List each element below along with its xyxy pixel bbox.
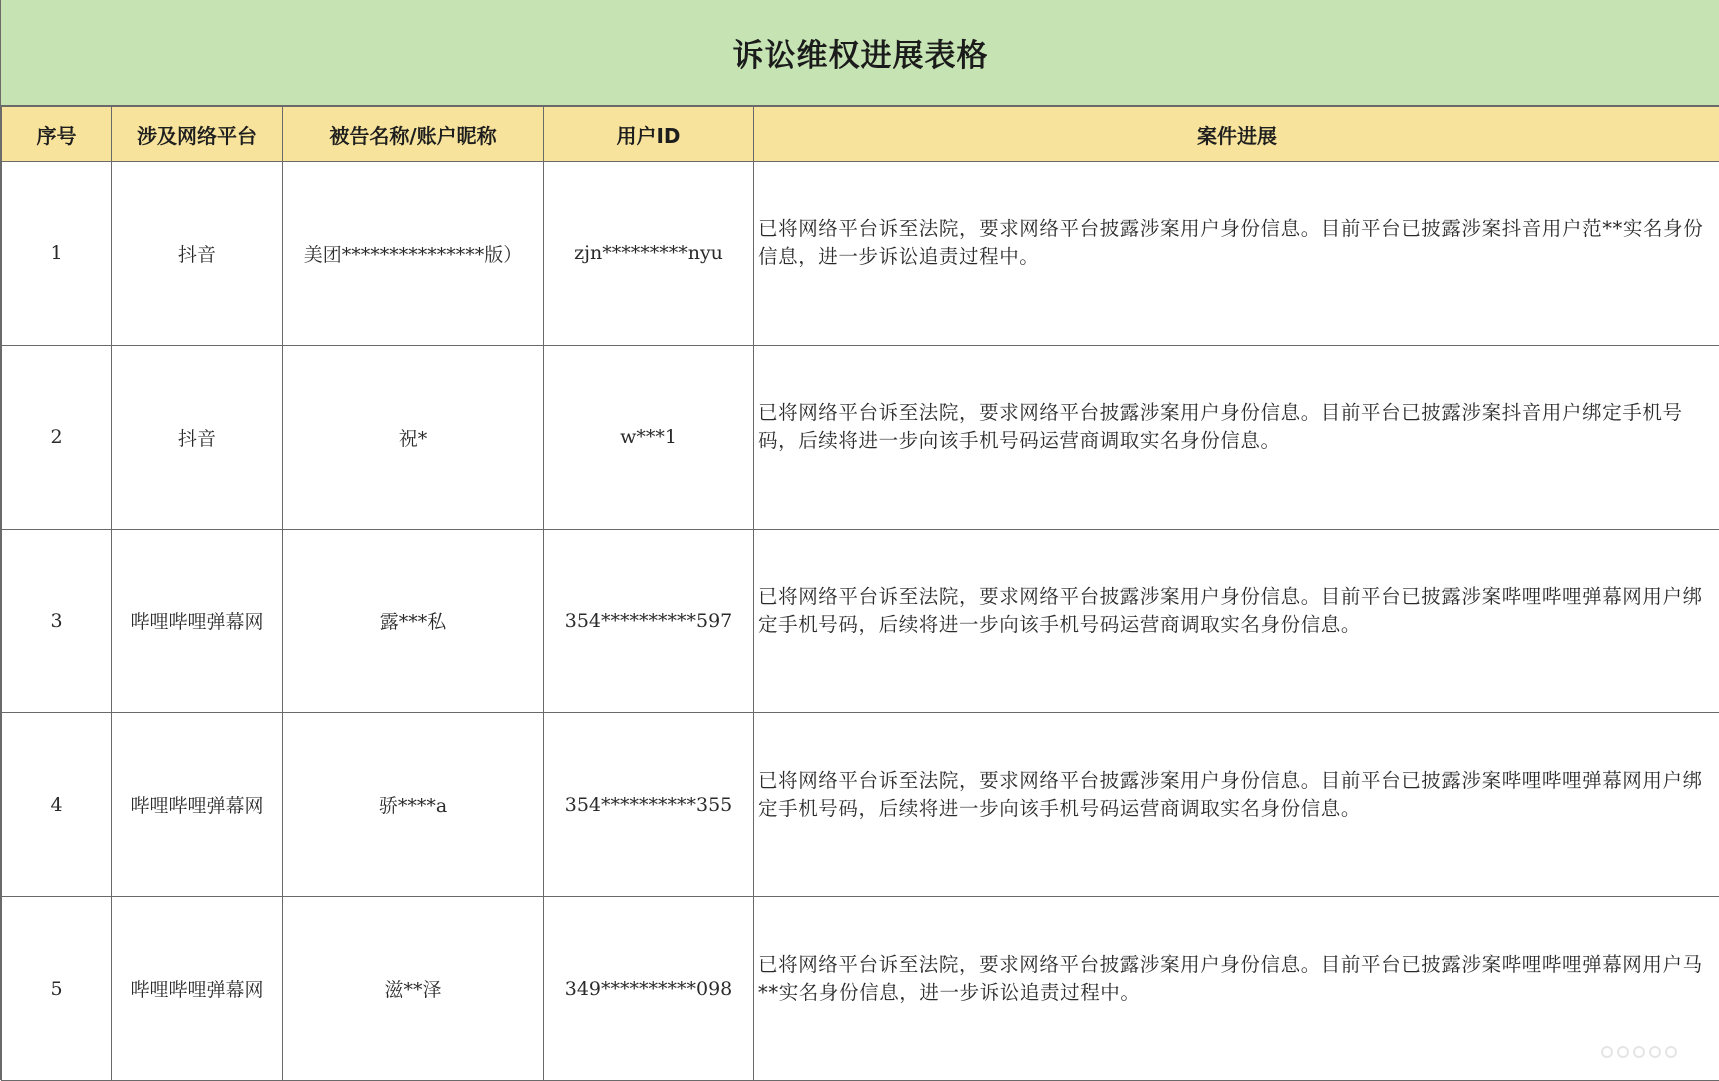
cell-platform: 抖音 [112,345,283,529]
column-header-progress: 案件进展 [754,107,1719,162]
progress-text: 已将网络平台诉至法院，要求网络平台披露涉案用户身份信息。目前平台已披露涉案哔哩哔哩弹幕网用户绑定手机号码，后续将进一步向该手机号码运营商调取实名身份信息。 [758,583,1712,639]
cell-defendant: 祝* [283,345,544,529]
cell-no: 1 [2,162,112,346]
cell-user-id: w***1 [544,345,754,529]
cell-defendant: 美团***************版） [283,162,544,346]
cell-no: 3 [2,529,112,713]
progress-text: 已将网络平台诉至法院，要求网络平台披露涉案用户身份信息。目前平台已披露涉案哔哩哔哩弹幕网用户绑定手机号码，后续将进一步向该手机号码运营商调取实名身份信息。 [758,767,1712,823]
cell-progress [754,529,1719,713]
cell-progress [754,713,1719,897]
column-header-no: 序号 [2,107,112,162]
cell-progress [754,345,1719,529]
watermark-dot-icon [1649,1046,1661,1058]
cell-progress [754,162,1719,346]
cell-defendant: 滋**泽 [283,897,544,1081]
cell-platform: 哔哩哔哩弹幕网 [112,713,283,897]
cell-no: 4 [2,713,112,897]
table-header-row [2,107,1719,162]
cell-progress [754,897,1719,1081]
page-title: 诉讼维权进展表格 [733,30,989,75]
table-row [2,529,1719,713]
cell-no: 5 [2,897,112,1081]
cell-defendant: 骄****a [283,713,544,897]
watermark-icon [1601,1046,1691,1066]
progress-table [1,106,1719,1081]
cell-user-id: 354**********355 [544,713,754,897]
progress-text: 已将网络平台诉至法院，要求网络平台披露涉案用户身份信息。目前平台已披露涉案抖音用户范**实名身份信息，进一步诉讼追责过程中。 [758,215,1712,271]
watermark-dot-icon [1633,1046,1645,1058]
cell-user-id: 354**********597 [544,529,754,713]
table-row [2,345,1719,529]
column-header-platform: 涉及网络平台 [112,107,283,162]
progress-text: 已将网络平台诉至法院，要求网络平台披露涉案用户身份信息。目前平台已披露涉案哔哩哔哩弹幕网用户马**实名身份信息，进一步诉讼追责过程中。 [758,951,1712,1007]
cell-defendant: 露***私 [283,529,544,713]
progress-text: 已将网络平台诉至法院，要求网络平台披露涉案用户身份信息。目前平台已披露涉案抖音用户绑定手机号码，后续将进一步向该手机号码运营商调取实名身份信息。 [758,399,1712,455]
cell-user-id: 349**********098 [544,897,754,1081]
table-row [2,162,1719,346]
cell-user-id: zjn*********nyu [544,162,754,346]
cell-platform: 抖音 [112,162,283,346]
title-bar [1,0,1719,106]
watermark-dot-icon [1601,1046,1613,1058]
table-row [2,897,1719,1081]
column-header-user-id: 用户ID [544,107,754,162]
watermark-dot-icon [1665,1046,1677,1058]
watermark-dot-icon [1617,1046,1629,1058]
cell-no: 2 [2,345,112,529]
column-header-defendant: 被告名称/账户昵称 [283,107,544,162]
cell-platform: 哔哩哔哩弹幕网 [112,529,283,713]
cell-platform: 哔哩哔哩弹幕网 [112,897,283,1081]
table-row [2,713,1719,897]
